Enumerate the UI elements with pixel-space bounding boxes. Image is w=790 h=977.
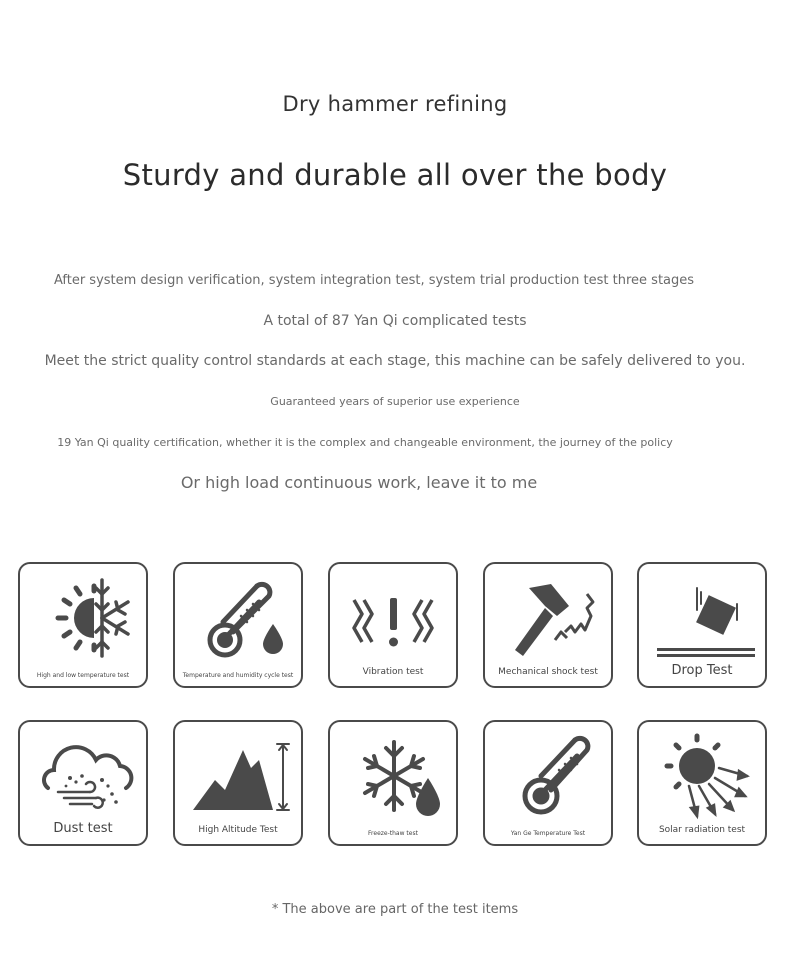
test-label: Temperature and humidity cycle test	[182, 671, 294, 679]
test-tile-mechanical-shock	[483, 562, 613, 688]
test-label: Solar radiation test	[658, 824, 746, 835]
intro-line-2: A total of 87 Yan Qi complicated tests	[263, 313, 527, 329]
snowflake-drop-icon	[340, 728, 446, 822]
test-tile-freeze-thaw	[328, 720, 458, 846]
test-tile-drop	[637, 562, 767, 688]
vibration-icon	[340, 570, 446, 664]
hammer-icon	[495, 570, 601, 664]
footnote: * The above are part of the test items	[271, 902, 519, 917]
intro-line-1: After system design verification, system integration test, system trial production test three stages	[53, 273, 695, 288]
mountain-icon	[185, 728, 291, 822]
drop-box-icon	[649, 570, 755, 664]
test-label: Drop Test	[671, 663, 733, 679]
test-tile-dust	[18, 720, 148, 846]
thermometer-drop-icon	[185, 570, 291, 664]
test-tile-yan-ge-temperature	[483, 720, 613, 846]
section-subtitle: Dry hammer refining	[282, 92, 508, 116]
intro-line-3: Meet the strict quality control standards at each stage, this machine can be safely delivered to you.	[44, 353, 746, 369]
intro-line-4: Guaranteed years of superior use experience	[270, 395, 520, 408]
test-label: Dust test	[53, 821, 113, 837]
dust-cloud-icon	[30, 728, 136, 822]
test-tile-solar-radiation	[637, 720, 767, 846]
test-label: High and low temperature test	[36, 671, 130, 679]
test-tile-high-altitude	[173, 720, 303, 846]
thermometer-icon	[495, 728, 601, 822]
sun-rays-icon	[649, 728, 755, 822]
intro-line-6: Or high load continuous work, leave it to me	[180, 473, 538, 492]
test-label: Vibration test	[362, 666, 424, 677]
test-tile-high-low-temperature	[18, 562, 148, 688]
test-label: Mechanical shock test	[498, 666, 598, 677]
intro-line-5: 19 Yan Qi quality certification, whether it is the complex and changeable environment, the journey of the policy	[57, 436, 673, 449]
test-tile-vibration	[328, 562, 458, 688]
test-label: High Altitude Test	[198, 824, 278, 835]
test-tile-temperature-humidity	[173, 562, 303, 688]
test-label: Yan Ge Temperature Test	[510, 829, 586, 837]
sun-snowflake-icon	[30, 570, 136, 664]
section-title: Sturdy and durable all over the body	[122, 158, 668, 192]
test-label: Freeze-thaw test	[368, 829, 418, 837]
